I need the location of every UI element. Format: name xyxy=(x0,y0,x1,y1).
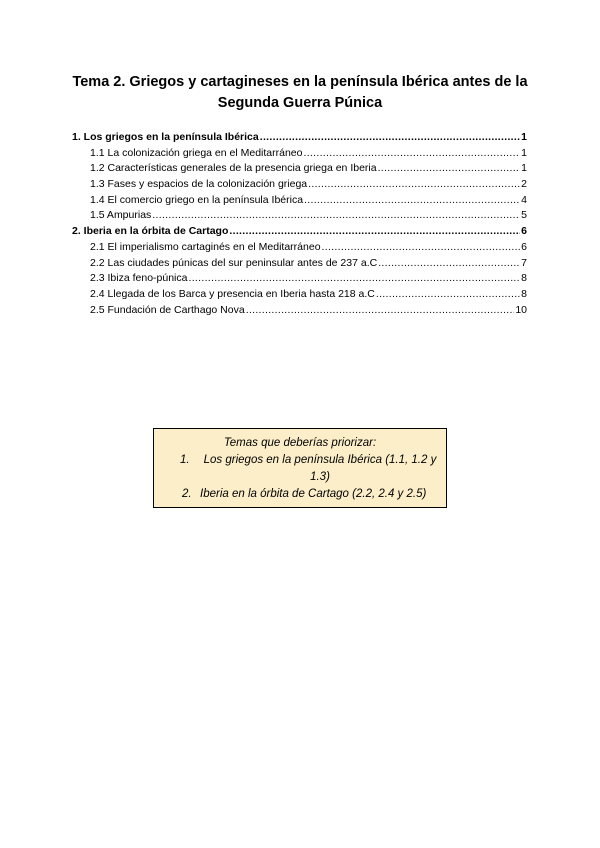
toc-entry-title: 1.2 Características generales de la presencia griega en Iberia xyxy=(90,162,377,175)
toc-leader-dots xyxy=(308,177,520,193)
toc-entry-title: 1.5 Ampurias xyxy=(90,209,152,222)
toc-leader-dots xyxy=(152,208,520,224)
toc-page-number: 1 xyxy=(521,131,527,143)
toc-entry-1-1[interactable] xyxy=(72,146,527,162)
toc-entry-title: 2.1 El imperialismo cartaginés en el Meditarráneo xyxy=(90,240,321,253)
toc-entry-title: 1.4 El comercio griego en la península Ibérica xyxy=(90,193,304,206)
title-line-1: Tema 2. Griegos y cartagineses en la península Ibérica antes de la xyxy=(72,74,528,90)
table-of-contents xyxy=(72,130,527,318)
toc-entry-1-3[interactable] xyxy=(72,177,527,193)
toc-entry-2[interactable] xyxy=(72,224,527,240)
priority-topic-number: 1. xyxy=(180,454,190,466)
toc-leader-dots xyxy=(322,240,521,256)
priority-topic-item xyxy=(154,486,446,503)
toc-page-number: 7 xyxy=(521,256,527,269)
toc-entry-1-4[interactable] xyxy=(72,193,527,209)
toc-leader-dots xyxy=(246,303,515,319)
priority-topic-number: 2. xyxy=(182,488,192,500)
toc-leader-dots xyxy=(378,161,521,177)
document-title xyxy=(60,72,540,114)
priority-topics-heading: Temas que deberías priorizar: xyxy=(223,437,377,449)
toc-entry-title: 2.3 Ibiza feno-púnica xyxy=(90,272,188,285)
toc-leader-dots xyxy=(303,146,520,162)
toc-leader-dots xyxy=(376,287,520,303)
toc-leader-dots xyxy=(304,193,520,209)
toc-entry-2-4[interactable] xyxy=(72,287,527,303)
toc-page-number: 6 xyxy=(521,225,527,238)
toc-leader-dots xyxy=(229,224,520,240)
toc-entry-title: 1.1 La colonización griega en el Meditarráneo xyxy=(90,146,303,159)
priority-topic-text: Iberia en la órbita de Cartago (2.2, 2.4 y 2.5) xyxy=(200,488,427,500)
toc-entry-1-2[interactable] xyxy=(72,161,527,177)
toc-entry-title: 2.4 Llegada de los Barca y presencia en Iberia hasta 218 a.C xyxy=(90,287,375,300)
toc-entry-title: 2.5 Fundación de Carthago Nova xyxy=(90,303,245,316)
toc-page-number: 1 xyxy=(521,162,527,175)
priority-topics-box xyxy=(153,428,447,508)
toc-entry-title: 1. Los griegos en la península Ibérica xyxy=(72,131,259,143)
toc-page-number: 4 xyxy=(521,193,527,206)
toc-leader-dots xyxy=(188,271,520,287)
priority-topic-item xyxy=(154,452,446,486)
toc-entry-2-3[interactable] xyxy=(72,271,527,287)
priority-topic-text: Los griegos en la península Ibérica (1.1, 1.2 y 1.3) xyxy=(203,454,437,483)
toc-page-number: 8 xyxy=(521,287,527,300)
toc-page-number: 10 xyxy=(515,303,527,316)
toc-page-number: 5 xyxy=(521,209,527,222)
toc-entry-title: 2. Iberia en la órbita de Cartago xyxy=(72,225,229,238)
toc-page-number: 6 xyxy=(521,240,527,253)
toc-leader-dots xyxy=(378,256,520,272)
toc-page-number: 1 xyxy=(521,146,527,159)
toc-entry-1[interactable] xyxy=(72,130,527,146)
toc-entry-1-5[interactable] xyxy=(72,208,527,224)
toc-entry-2-2[interactable] xyxy=(72,256,527,272)
toc-entry-2-5[interactable] xyxy=(72,303,527,319)
toc-page-number: 8 xyxy=(521,272,527,285)
toc-entry-title: 2.2 Las ciudades púnicas del sur peninsular antes de 237 a.C xyxy=(90,256,378,269)
toc-leader-dots xyxy=(260,130,520,146)
toc-page-number: 2 xyxy=(521,178,527,191)
toc-entry-title: 1.3 Fases y espacios de la colonización griega xyxy=(90,178,308,191)
title-line-2: Segunda Guerra Púnica xyxy=(217,95,383,111)
toc-entry-2-1[interactable] xyxy=(72,240,527,256)
